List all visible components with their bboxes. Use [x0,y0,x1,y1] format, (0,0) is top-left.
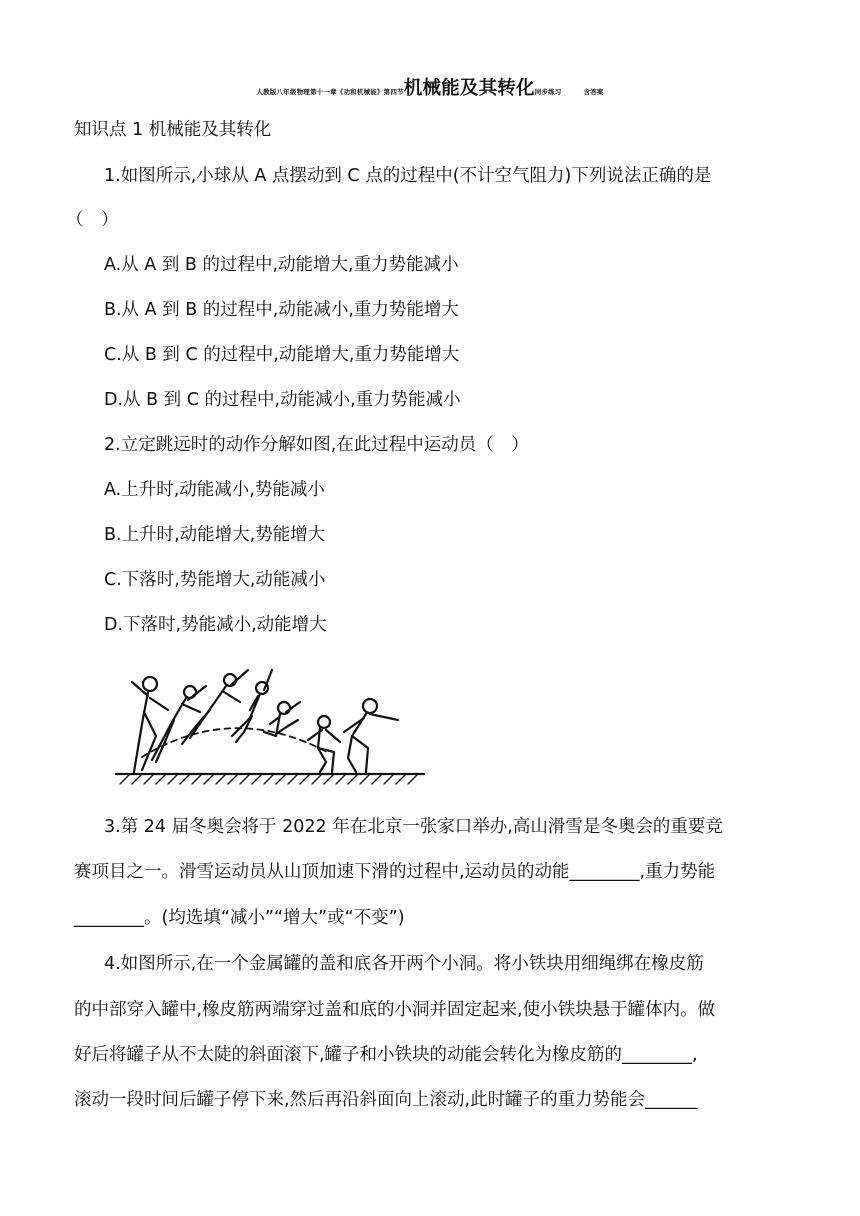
q4-line3: 好后将罐子从不太陡的斜面滚下,罐子和小铁块的动能会转化为橡皮筋的________, [74,1045,698,1065]
section-heading: 知识点 1 机械能及其转化 [74,120,272,140]
q4-line2: 的中部穿入罐中,橡皮筋两端穿过盖和底的小洞并固定起来,使小铁块悬于罐体内。做 [74,1000,716,1020]
ground-hatching [120,774,418,784]
title-part2: 机械能及其转化 [403,78,535,99]
q4-line4: 滚动一段时间后罐子停下来,然后再沿斜面向上滚动,此时罐子的重力势能会______ [74,1090,698,1110]
q4-line1: 4.如图所示,在一个金属罐的盖和底各开两个小洞。将小铁块用细绳绑在橡皮筋 [104,954,704,974]
q1-stem-line1: 1.如图所示,小球从 A 点摆动到 C 点的过程中(不计空气阻力)下列说法正确的是 [104,166,712,186]
q3-line1: 3.第 24 届冬奥会将于 2022 年在北京一张家口举办,高山滑雪是冬奥会的重要竞 [104,817,723,837]
jumper-pose-1 [132,677,168,772]
q1-option-b: B.从 A 到 B 的过程中,动能减小,重力势能增大 [104,300,459,320]
jumper-pose-7 [344,699,398,772]
q1-option-d: D.从 B 到 C 的过程中,动能减小,重力势能减小 [104,390,461,410]
q1-stem-line2: （ ） [66,210,119,230]
q2-option-b: B.上升时,动能增大,势能增大 [104,525,326,545]
q1-option-c: C.从 B 到 C 的过程中,动能增大,重力势能增大 [104,345,460,365]
title-part3: 同步练习 [534,88,562,96]
jumper-pose-3 [182,670,248,744]
q2-stem: 2.立定跳远时的动作分解如图,在此过程中运动员（ ） [104,435,529,455]
jumper-pose-4 [232,670,272,742]
title-part4: 含答案 [583,88,604,96]
title-part1: 人教版八年级物理第十一章《功和机械能》第四节 [256,88,404,96]
q2-option-c: C.下落时,势能增大,动能减小 [104,570,326,590]
q3-line2: 赛项目之一。滑雪运动员从山顶加速下滑的过程中,运动员的动能________,重力势能 [74,862,716,882]
standing-long-jump-figure [112,662,428,786]
q3-line3: ________。(均选填“减小”“增大”或“不变”) [74,908,405,928]
jumper-pose-6 [308,716,340,772]
q2-option-d: D.下落时,势能减小,动能增大 [104,615,327,635]
page-title [0,74,860,100]
q2-option-a: A.上升时,动能减小,势能减小 [104,480,325,500]
q1-option-a: A.从 A 到 B 的过程中,动能增大,重力势能减小 [104,255,459,275]
